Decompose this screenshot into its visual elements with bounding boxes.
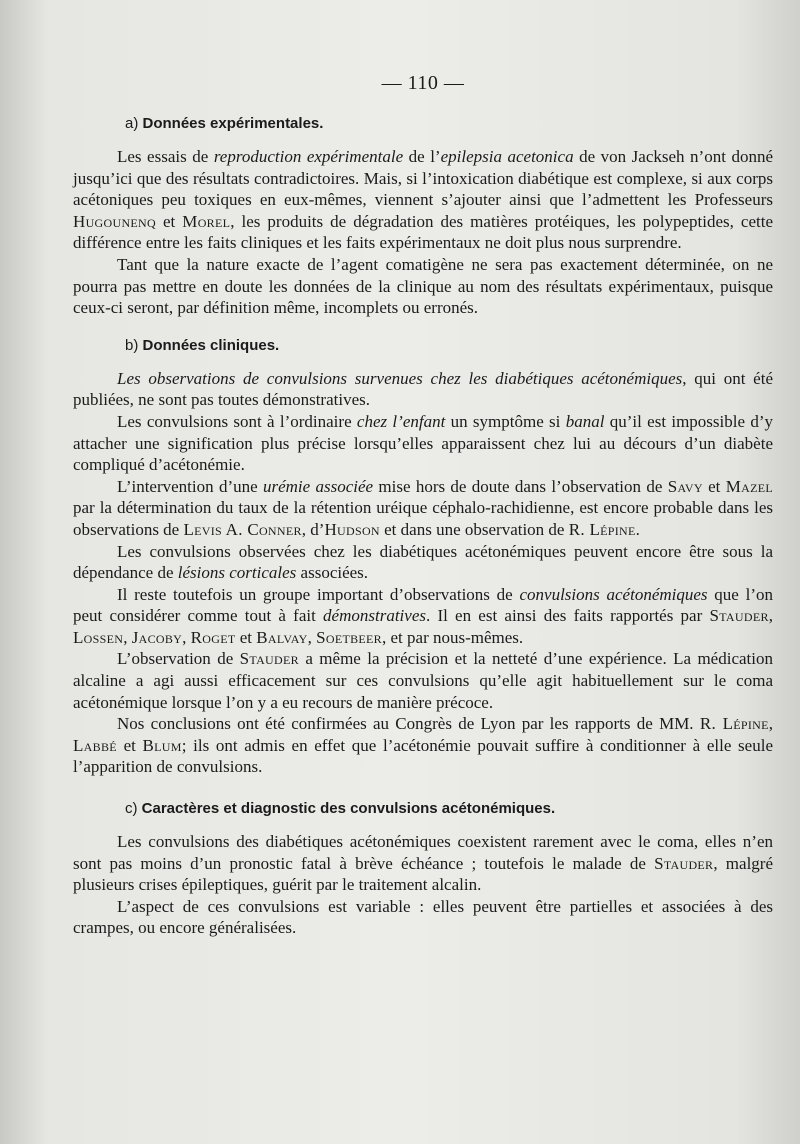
author-name: R. Lépine	[568, 519, 636, 539]
text-run: et	[235, 627, 257, 647]
author-name: Roget	[190, 627, 236, 647]
section-gap	[73, 319, 773, 337]
section-letter: a)	[125, 115, 139, 132]
section-a	[73, 115, 773, 319]
italic-text: banal	[565, 411, 605, 431]
paragraph	[73, 368, 773, 411]
author-name: Stauder	[654, 853, 714, 873]
paragraph	[73, 476, 773, 541]
text-run: , qui ont été publiées, ne sont pas toutes démonstratives.	[73, 368, 773, 410]
text-run: et	[702, 476, 726, 496]
text-run: de von Jackseh n’ont donné jusqu’ici que des résultats contradictoires. Mais, si l’intoxication diabétique est complexe, si aux corps acétoniques peu toxiques en eux-mêmes, viennent s’ajouter ainsi que l’admettent les Professeurs	[73, 147, 773, 210]
text-run: et dans une observation de	[379, 519, 569, 539]
section-heading	[125, 800, 773, 817]
text-run: L’observation de	[117, 649, 240, 669]
italic-text: Les observations de convulsions survenues chez les diabétiques acétonémiques	[117, 368, 683, 388]
text-run: et	[116, 735, 143, 755]
italic-text: urémie associée	[262, 476, 374, 496]
text-run: Tant que la nature exacte de l’agent comatigène ne sera pas exactement déterminée, on ne pourra pas mettre en doute les données de la clinique au nom des résultats expérimentaux, puisque ceux-ci seront, par définition même, incomplets ou erronés.	[73, 254, 773, 318]
author-name: Labbé	[73, 735, 117, 755]
paragraph	[73, 584, 773, 649]
text-run: ,	[768, 606, 774, 626]
text-run: L’intervention d’une	[117, 476, 263, 496]
section-title: Données expérimentales.	[142, 115, 324, 132]
section-heading	[125, 337, 773, 354]
author-name: Morel	[182, 211, 231, 231]
text-run: L’aspect de ces convulsions est variable : elles peuvent être partielles et associées à des crampes, ou encore généralisées.	[73, 896, 773, 938]
page-content	[73, 72, 773, 939]
author-name: Hudson	[324, 519, 380, 539]
text-run: de l’	[403, 147, 441, 166]
paragraph	[73, 648, 773, 713]
author-name: Mazel	[725, 476, 773, 496]
author-name: Levis A. Conner	[183, 519, 302, 539]
italic-text: convulsions acétonémiques	[519, 584, 708, 604]
text-run: mise hors de doute dans l’observation de	[373, 476, 668, 496]
paragraph	[73, 713, 773, 778]
text-run: . Il en est ainsi des faits rapportés par	[425, 606, 710, 626]
text-run: qu’il est impossible d’y attacher une signification plus précise lorsqu’elles apparaissent chez lui au décours d’un diabète compliqué d’acétonémie.	[73, 411, 773, 475]
text-run: ,	[182, 627, 191, 647]
page-number: — 110 —	[381, 72, 465, 94]
section-letter: c)	[125, 800, 138, 818]
author-name: Blum	[142, 735, 182, 755]
text-run: ,	[307, 627, 317, 647]
paragraph	[73, 831, 773, 896]
paragraph	[73, 146, 773, 254]
section-title: Données cliniques.	[142, 336, 280, 354]
section-title: Caractères et diagnostic des convulsions acétonémiques.	[141, 800, 556, 818]
author-name: Stauder	[239, 649, 299, 669]
author-name: R. Lépine	[699, 714, 769, 734]
section-b	[73, 337, 773, 778]
text-run: et	[155, 211, 183, 231]
section-c	[73, 800, 773, 939]
author-name: Soetbeer	[316, 627, 382, 647]
italic-text: epilepsia acetonica	[440, 147, 574, 166]
text-run: un symptôme si	[445, 411, 566, 431]
paragraph	[73, 254, 773, 319]
text-run: associées.	[296, 563, 369, 583]
text-run: .	[635, 519, 640, 539]
text-run: par la détermination du taux de la rétention uréique céphalo-rachidienne, est encore probable dans les observations de	[73, 498, 773, 539]
paragraph	[73, 411, 773, 476]
author-name: Jacoby	[131, 627, 183, 647]
text-run: , et par nous-mêmes.	[382, 627, 524, 647]
text-run: , malgré plusieurs crises épileptiques, guérit par le traitement alcalin.	[73, 853, 774, 895]
author-name: Savy	[667, 476, 703, 496]
text-run: Les convulsions observées chez les diabétiques acétonémiques peuvent encore être sous la dépendance de	[73, 541, 773, 583]
text-run: Les essais de	[117, 147, 214, 166]
text-run: a même la précision et la netteté d’une expérience. La médication alcaline a agi aussi efficacement sur ces convulsions qu’elle agit habituellement sur le coma acétonémique lorsque l’on y a eu recours de manière précoce.	[73, 649, 773, 712]
text-run: ,	[768, 714, 774, 734]
paragraph	[73, 896, 773, 939]
text-run: , les produits de dégradation des matières protéiques, les polypeptides, cette différence entre les faits cliniques et les faits expérimentaux ne doit plus nous surprendre.	[73, 211, 773, 253]
author-name: Stauder	[709, 606, 769, 626]
italic-text: lésions corticales	[177, 563, 297, 583]
italic-text: reproduction expérimentale	[213, 147, 404, 166]
italic-text: chez l’enfant	[356, 411, 446, 431]
section-letter: b)	[125, 336, 139, 354]
author-name: Lossen	[73, 627, 124, 647]
italic-text: démonstratives	[323, 606, 426, 626]
text-run: Les convulsions sont à l’ordinaire	[117, 411, 357, 431]
text-run: que l’on peut considérer comme tout à fait	[73, 584, 773, 626]
paragraph	[73, 541, 773, 584]
text-run: ,	[123, 627, 132, 647]
text-run: Il reste toutefois un groupe important d’observations de	[117, 584, 520, 604]
text-run: Les convulsions des diabétiques acétonémiques coexistent rarement avec le coma, elles n’en sont pas moins d’un pronostic fatal à brève échéance ; toutefois le malade de	[73, 832, 773, 873]
text-run: , d’	[301, 519, 325, 539]
text-run: Nos conclusions ont été confirmées au Congrès de Lyon par les rapports de MM.	[117, 714, 700, 734]
section-heading	[125, 115, 773, 132]
section-gap	[73, 778, 773, 800]
author-name: Balvay	[256, 627, 308, 647]
author-name: Hugounenq	[73, 211, 156, 231]
text-run: ; ils ont admis en effet que l’acétonémie pouvait suffire à conditionner à elle seule l’apparition de convulsions.	[73, 735, 773, 777]
